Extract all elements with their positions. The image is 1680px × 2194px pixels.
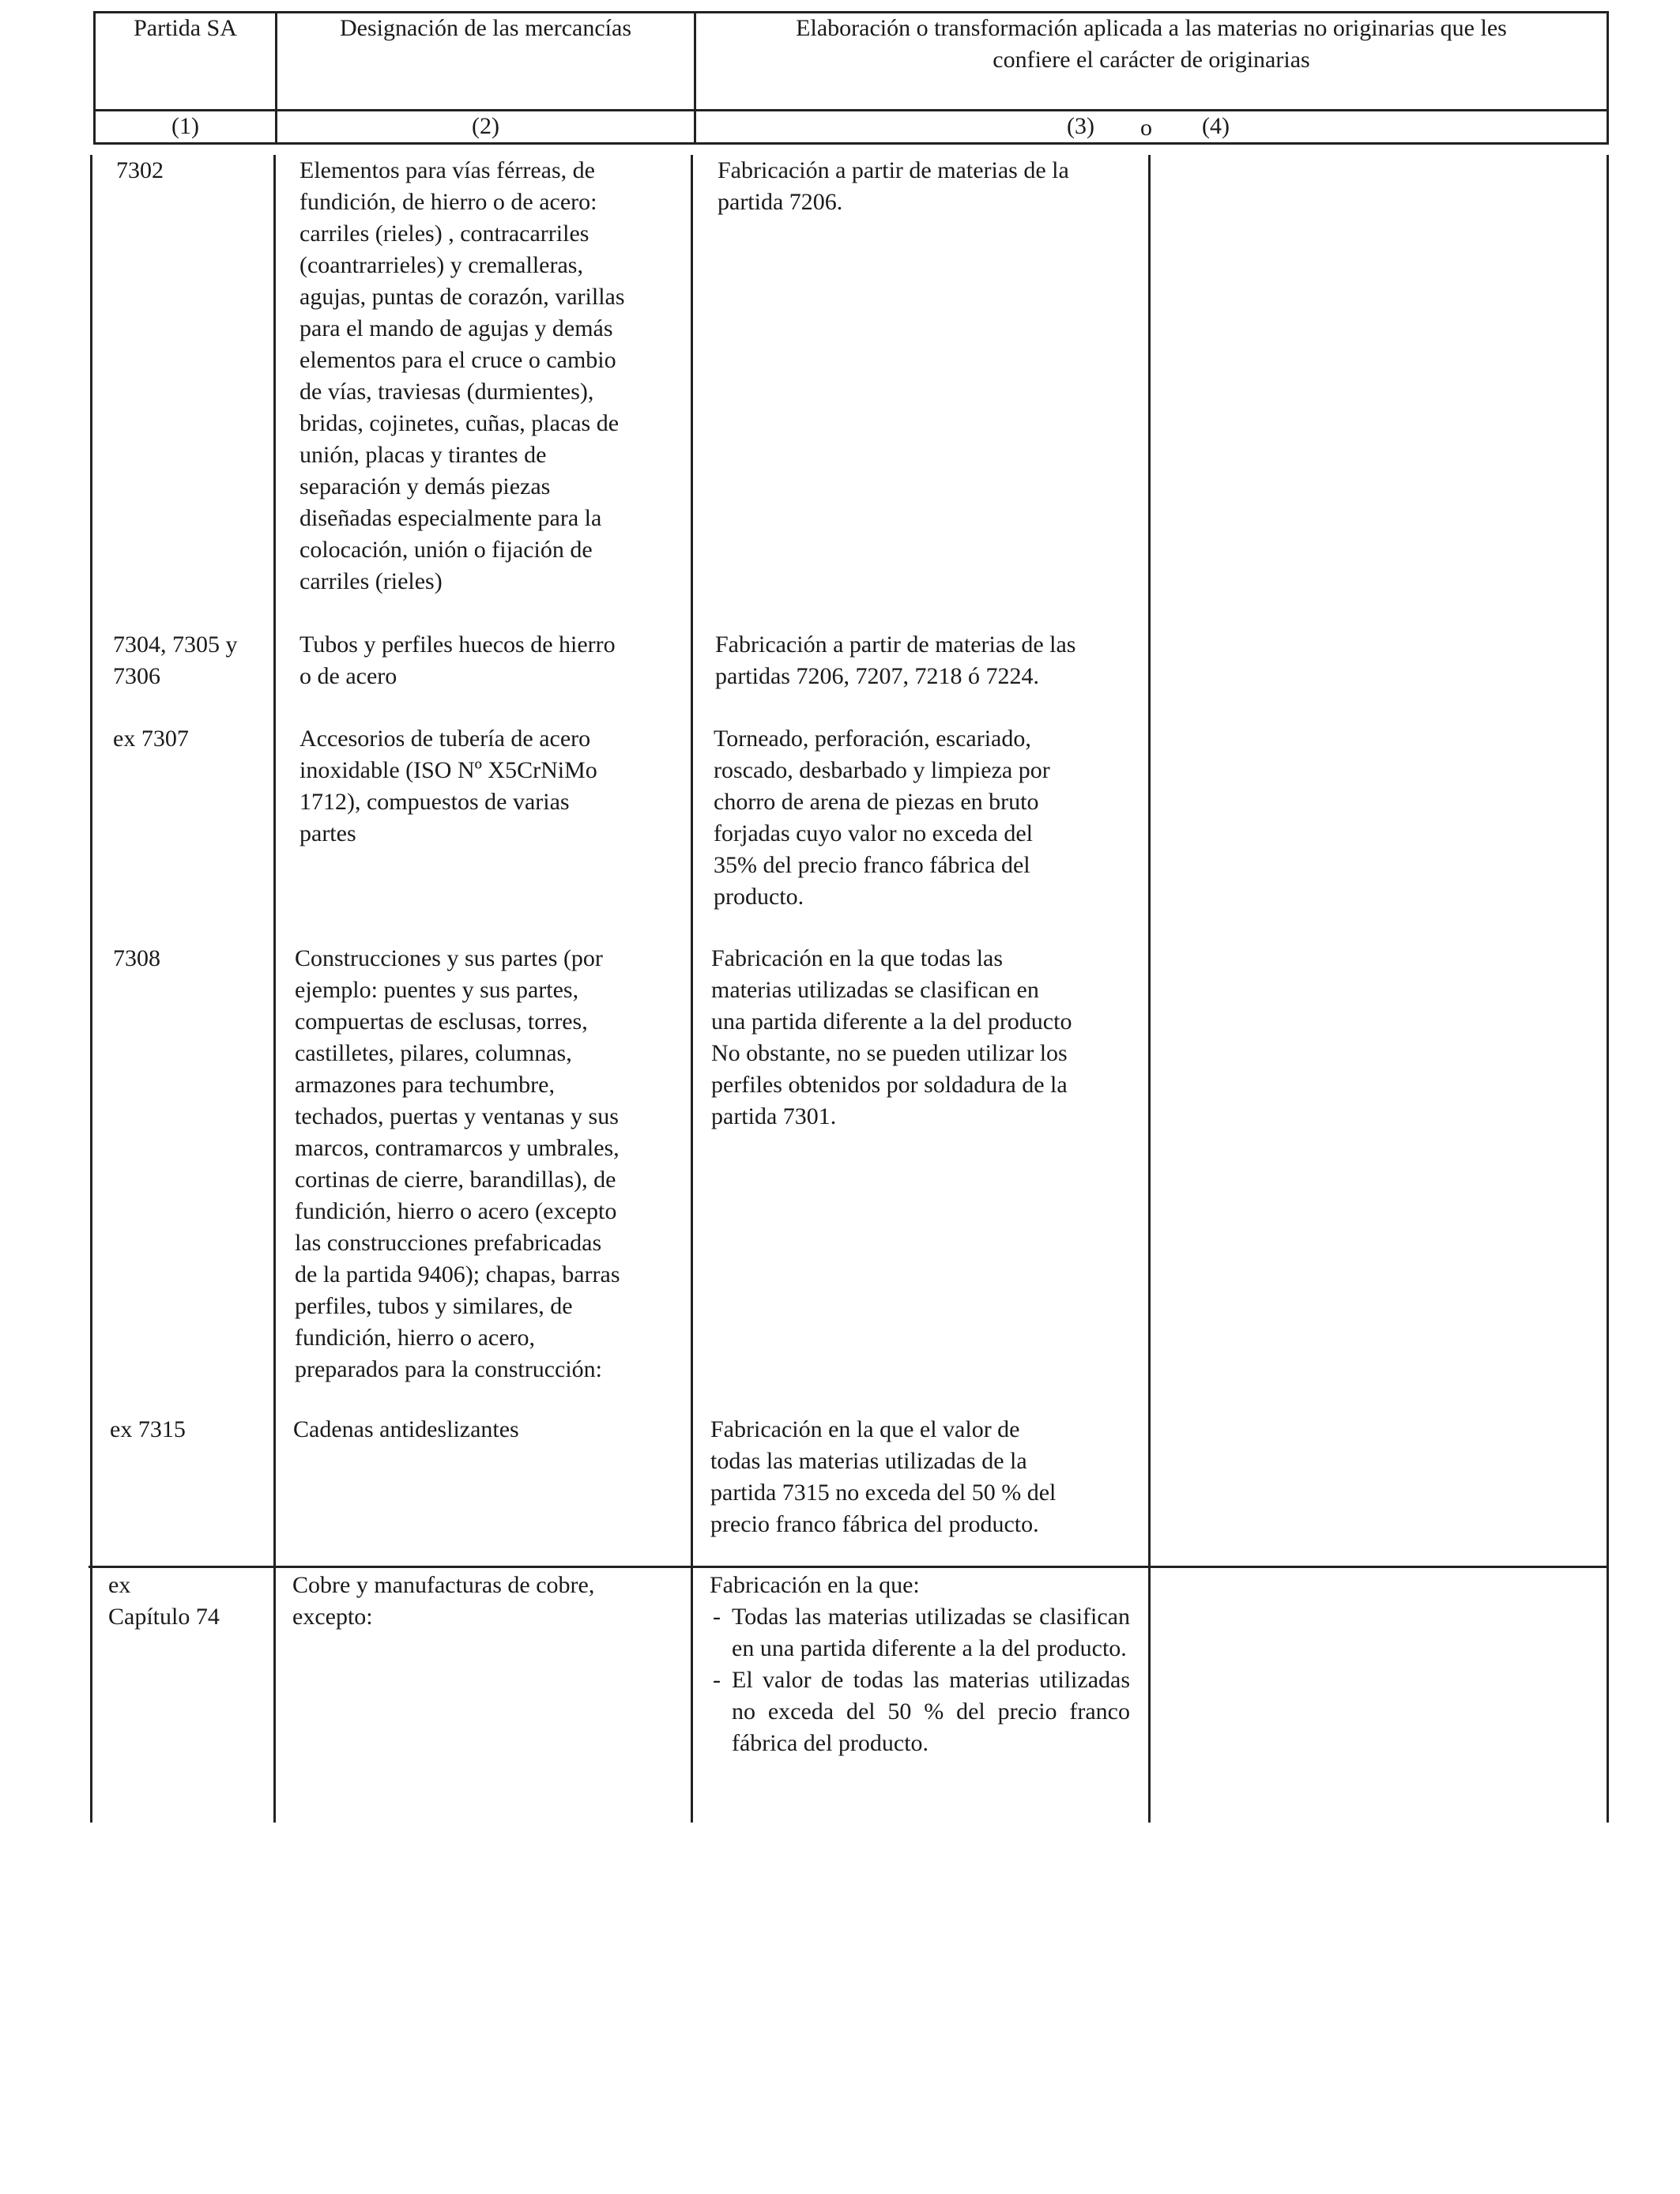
numbering-col4: (4)	[1202, 113, 1230, 139]
row-7308-partida: 7308	[113, 945, 160, 971]
row-ex7315-partida: ex 7315	[110, 1416, 186, 1442]
row-ex7307-partida: ex 7307	[113, 726, 189, 752]
body-left-border	[90, 155, 92, 1823]
condition-item: - El valor de todas las materias utilizadas no exceda del 50 % del precio franco fábrica del producto.	[710, 1664, 1130, 1759]
row-ex-cap74-designacion: Cobre y manufacturas de cobre, excepto:	[292, 1572, 595, 1630]
numbering-col2: (2)	[472, 113, 499, 139]
body-col-divider-3	[1148, 155, 1151, 1823]
row-ex7315-designacion: Cadenas antideslizantes	[293, 1416, 519, 1442]
body-col-divider-2	[691, 155, 693, 1823]
header-partida-sa: Partida SA	[134, 15, 237, 41]
row-ex-cap74-partida: ex Capítulo 74	[108, 1572, 220, 1630]
row-7302-designacion: Elementos para vías férreas, de fundición, de hierro o de acero: carriles (rieles) , contracarriles (coantrarrieles) y cremalleras, agujas, puntas de corazón, varillas para el mando de agujas y demás elementos para el cruce o cambio de vías, traviesas (durmientes), bridas, cojinetes, cuñas, placas de unión, placas y tirantes de separación y demás piezas diseñadas especialmente para la colocación, unión o fijación de carriles (rieles)	[299, 157, 625, 594]
numbering-col1: (1)	[171, 113, 199, 139]
row-7304-partida: 7304, 7305 y 7306	[113, 631, 238, 689]
row-7304-elaboracion: Fabricación a partir de materias de las partidas 7206, 7207, 7218 ó 7224.	[715, 631, 1076, 689]
row-7308-elaboracion: Fabricación en la que todas las materias utilizadas se clasifican en una partida diferente a la del producto No obstante, no se pueden utilizar los perfiles obtenidos por soldadura de la partida 7301.	[711, 945, 1072, 1129]
header-right-border	[1607, 11, 1609, 144]
row-7304-designacion: Tubos y perfiles huecos de hierro o de acero	[299, 631, 616, 689]
row-ex-cap74-elaboracion: Fabricación en la que:	[710, 1572, 920, 1598]
row-7308-designacion: Construcciones y sus partes (por ejemplo: puentes y sus partes, compuertas de esclusas, torres, castilletes, pilares, columnas, armazones para techumbre, techados, puertas y ventanas y sus marcos, contramarcos y umbrales, cortinas de cierre, barandillas), de fundición, hierro o acero (excepto las construcciones prefabricadas de la partida 9406); chapas, barras perfiles, tubos y similares, de fundición, hierro o acero, preparados para la construcción:	[295, 945, 620, 1382]
condition-item: - Todas las materias utilizadas se clasifican en una partida diferente a la del producto.	[710, 1601, 1130, 1664]
row-7302-partida: 7302	[116, 157, 164, 183]
row-7302-elaboracion: Fabricación a partir de materias de la partida 7206.	[718, 157, 1069, 215]
numbering-col3: (3)	[1067, 113, 1094, 139]
header-elaboracion: Elaboración o transformación aplicada a las materias no originarias que les confiere el carácter de originarias	[796, 15, 1507, 73]
row-ex-cap74-conditions	[710, 1601, 1130, 1759]
body-col-divider-1	[273, 155, 276, 1823]
body-right-border	[1607, 155, 1609, 1823]
chapter-73-74-separator	[89, 1566, 1609, 1568]
row-ex7307-elaboracion: Torneado, perforación, escariado, roscado, desbarbado y limpieza por chorro de arena de piezas en bruto forjadas cuyo valor no exceda del 35% del precio franco fábrica del producto.	[714, 726, 1050, 910]
row-ex7307-designacion: Accesorios de tubería de acero inoxidable (ISO Nº X5CrNiMo 1712), compuestos de varias partes	[299, 726, 597, 846]
row-ex7315-elaboracion: Fabricación en la que el valor de todas las materias utilizadas de la partida 7315 no exceda del 50 % del precio franco fábrica del producto.	[710, 1416, 1057, 1537]
header-designacion: Designación de las mercancías	[339, 15, 631, 41]
numbering-or: o	[1140, 115, 1152, 141]
numbering-bottom-border	[93, 142, 1609, 145]
